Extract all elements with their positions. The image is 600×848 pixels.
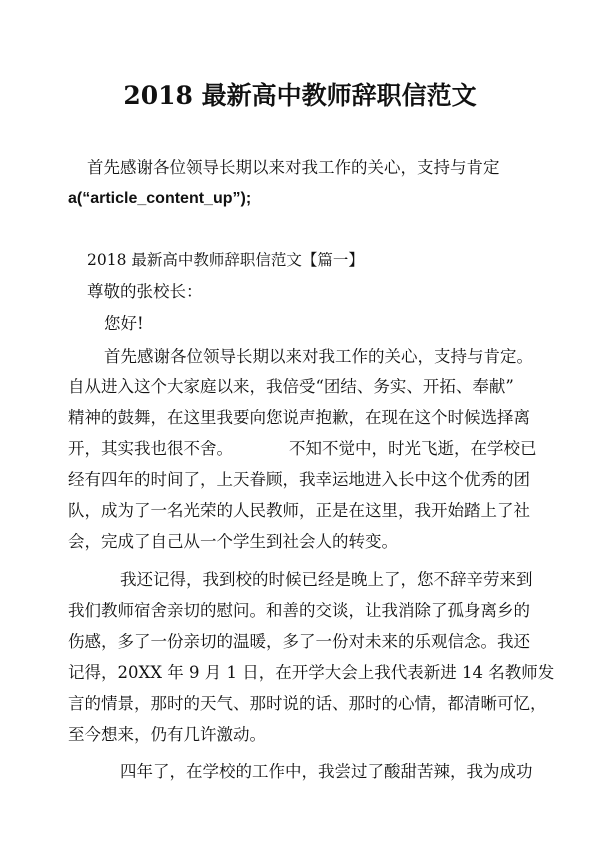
- paragraph-line: 精神的鼓舞，在这里我要向您说声抱歉，在现在这个时候选择离: [68, 408, 530, 427]
- paragraph-line: 言的情景，那时的天气、那时说的话、那时的心情，都清晰可忆，: [68, 694, 547, 713]
- section-heading: 2018 最新高中教师辞职信范文【篇一】: [87, 251, 364, 269]
- paragraph-line: 经有四年的时间了，上天眷顾，我幸运地进入长中这个优秀的团: [68, 470, 530, 489]
- paragraph-line: 首先感谢各位领导长期以来对我工作的关心，支持与肯定。: [104, 347, 533, 366]
- paragraph-line: 至今想来，仍有几许激动。: [68, 725, 266, 744]
- paragraph-line: 会，完成了自己从一个学生到社会人的转变。: [68, 532, 398, 551]
- document-title: 2018 最新高中教师辞职信范文: [123, 81, 477, 110]
- paragraph-line: 自从进入这个大家庭以来，我倍受“团结、务实、开拓、奉献”: [68, 377, 514, 396]
- paragraph-line: 四年了，在学校的工作中，我尝过了酸甜苦辣，我为成功: [120, 762, 533, 781]
- intro-line: 首先感谢各位领导长期以来对我工作的关心，支持与肯定: [87, 158, 500, 177]
- paragraph-line: 开，其实我也很不舍。: [68, 439, 233, 458]
- greeting: 您好!: [104, 314, 144, 333]
- paragraph-line: 不知不觉中，时光飞逝，在学校已: [289, 439, 537, 458]
- paragraph-line: 队，成为了一名光荣的人民教师，正是在这里，我开始踏上了社: [68, 501, 530, 520]
- code-line: a(“article_content_up”);: [68, 190, 252, 207]
- salutation: 尊敬的张校长：: [87, 282, 203, 301]
- paragraph-line: 记得，20XX 年 9 月 1 日，在开学大会上我代表新进 14 名教师发: [68, 663, 555, 682]
- paragraph-line: 我们教师宿舍亲切的慰问。和善的交谈，让我消除了孤身离乡的: [68, 601, 530, 620]
- paragraph-line: 我还记得，我到校的时候已经是晚上了，您不辞辛劳来到: [120, 570, 533, 589]
- paragraph-line: 伤感，多了一份亲切的温暖，多了一份对未来的乐观信念。我还: [68, 632, 530, 651]
